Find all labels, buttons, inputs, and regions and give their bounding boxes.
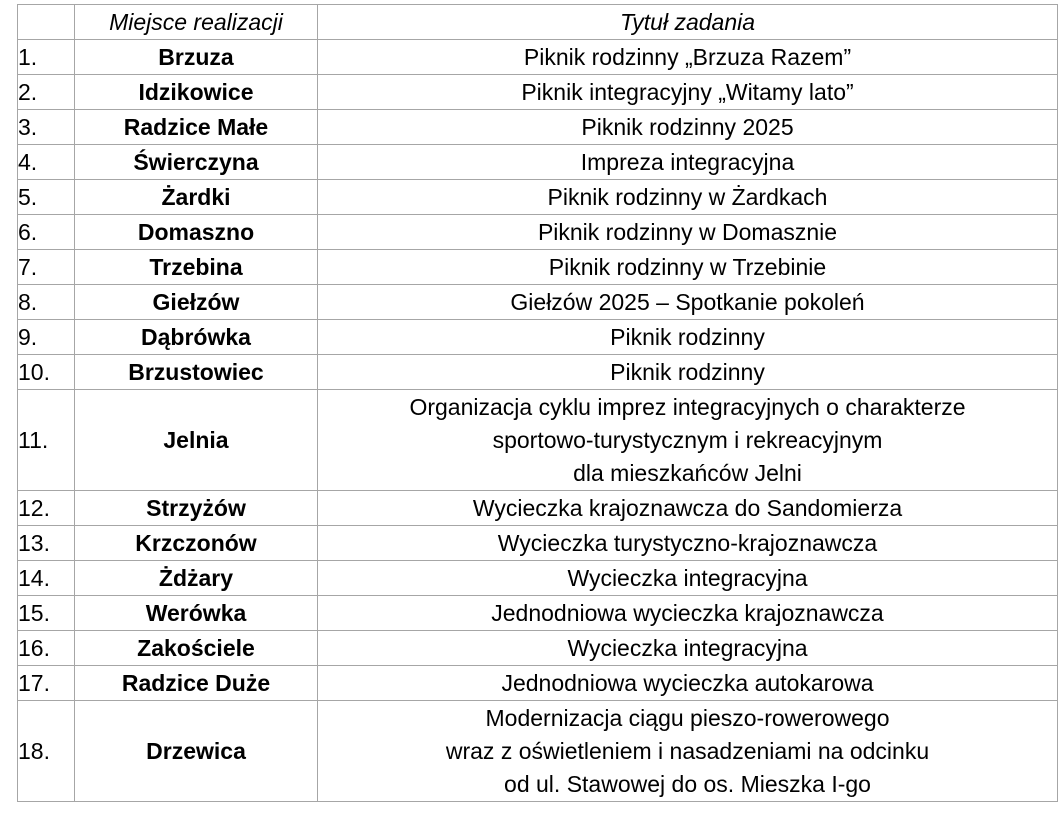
table-row xyxy=(18,390,1058,491)
table-body xyxy=(18,40,1058,802)
row-title-line: Modernizacja ciągu pieszo-rowerowego xyxy=(485,704,890,731)
row-title-line: Jednodniowa wycieczka autokarowa xyxy=(501,669,874,696)
row-place: Brzustowiec xyxy=(75,355,318,390)
row-number: 2. xyxy=(18,75,75,110)
table-row xyxy=(18,145,1058,180)
row-title xyxy=(318,631,1058,666)
table-row xyxy=(18,285,1058,320)
row-number: 9. xyxy=(18,320,75,355)
row-title xyxy=(318,180,1058,215)
header-number xyxy=(18,5,75,40)
row-place: Drzewica xyxy=(75,701,318,802)
row-title xyxy=(318,285,1058,320)
row-title-line: Organizacja cyklu imprez integracyjnych o charakterze xyxy=(409,393,966,420)
row-place: Radzice Małe xyxy=(75,110,318,145)
row-place: Brzuza xyxy=(75,40,318,75)
row-place: Strzyżów xyxy=(75,491,318,526)
row-place: Jelnia xyxy=(75,390,318,491)
table-row xyxy=(18,180,1058,215)
table-header xyxy=(18,5,1058,40)
table-row xyxy=(18,75,1058,110)
row-title xyxy=(318,355,1058,390)
row-title xyxy=(318,320,1058,355)
row-place: Domaszno xyxy=(75,215,318,250)
row-place: Werówka xyxy=(75,596,318,631)
table-row xyxy=(18,596,1058,631)
row-title-line: Piknik rodzinny w Żardkach xyxy=(547,183,828,210)
row-title-line: Wycieczka krajoznawcza do Sandomierza xyxy=(472,494,903,521)
row-title-line: Wycieczka integracyjna xyxy=(567,634,808,661)
row-title-line: Piknik rodzinny xyxy=(610,323,765,350)
row-place: Dąbrówka xyxy=(75,320,318,355)
row-place: Krzczonów xyxy=(75,526,318,561)
row-title xyxy=(318,561,1058,596)
row-number: 13. xyxy=(18,526,75,561)
row-number: 17. xyxy=(18,666,75,701)
row-number: 7. xyxy=(18,250,75,285)
row-title-line: Jednodniowa wycieczka krajoznawcza xyxy=(491,599,884,626)
row-place: Giełzów xyxy=(75,285,318,320)
row-place: Trzebina xyxy=(75,250,318,285)
table-row xyxy=(18,526,1058,561)
row-title xyxy=(318,701,1058,802)
row-title xyxy=(318,250,1058,285)
row-place: Żardki xyxy=(75,180,318,215)
tasks-table xyxy=(17,4,1058,802)
table-row xyxy=(18,250,1058,285)
row-number: 18. xyxy=(18,701,75,802)
row-number: 8. xyxy=(18,285,75,320)
row-title-line: Piknik rodzinny „Brzuza Razem” xyxy=(523,43,852,70)
row-title-line: Piknik rodzinny xyxy=(610,358,765,385)
row-number: 4. xyxy=(18,145,75,180)
table-row xyxy=(18,491,1058,526)
row-title-line: od ul. Stawowej do os. Mieszka I-go xyxy=(504,770,871,797)
row-number: 16. xyxy=(18,631,75,666)
row-title-line: Wycieczka integracyjna xyxy=(567,564,808,591)
table-row xyxy=(18,40,1058,75)
row-place: Zakościele xyxy=(75,631,318,666)
row-title-line: Giełzów 2025 – Spotkanie pokoleń xyxy=(510,288,865,315)
row-number: 14. xyxy=(18,561,75,596)
row-number: 12. xyxy=(18,491,75,526)
row-title xyxy=(318,110,1058,145)
row-number: 5. xyxy=(18,180,75,215)
row-title xyxy=(318,75,1058,110)
row-title xyxy=(318,390,1058,491)
table-row xyxy=(18,320,1058,355)
row-number: 6. xyxy=(18,215,75,250)
row-number: 15. xyxy=(18,596,75,631)
row-number: 3. xyxy=(18,110,75,145)
table-row xyxy=(18,701,1058,802)
row-place: Żdżary xyxy=(75,561,318,596)
table-row xyxy=(18,631,1058,666)
header-row xyxy=(18,5,1058,40)
row-title-line: Impreza integracyjna xyxy=(580,148,795,175)
row-title-line: Piknik integracyjny „Witamy lato” xyxy=(521,78,854,105)
row-title xyxy=(318,491,1058,526)
row-number: 10. xyxy=(18,355,75,390)
row-title xyxy=(318,215,1058,250)
header-title: Tytuł zadania xyxy=(318,5,1058,40)
table-row xyxy=(18,355,1058,390)
row-place: Świerczyna xyxy=(75,145,318,180)
table-row xyxy=(18,666,1058,701)
row-title-line: sportowo-turystycznym i rekreacyjnym xyxy=(492,426,883,453)
row-number: 11. xyxy=(18,390,75,491)
row-title xyxy=(318,596,1058,631)
row-title xyxy=(318,40,1058,75)
row-title-line: Piknik rodzinny w Trzebinie xyxy=(548,253,827,280)
row-title xyxy=(318,145,1058,180)
table-row xyxy=(18,561,1058,596)
table-row xyxy=(18,215,1058,250)
table-row xyxy=(18,110,1058,145)
header-place: Miejsce realizacji xyxy=(75,5,318,40)
row-title-line: Piknik rodzinny 2025 xyxy=(581,113,794,140)
row-title-line: wraz z oświetleniem i nasadzeniami na odcinku xyxy=(445,737,930,764)
row-number: 1. xyxy=(18,40,75,75)
row-title-line: Wycieczka turystyczno-krajoznawcza xyxy=(497,529,878,556)
row-title xyxy=(318,666,1058,701)
row-place: Radzice Duże xyxy=(75,666,318,701)
row-title-line: Piknik rodzinny w Domasznie xyxy=(537,218,838,245)
row-place: Idzikowice xyxy=(75,75,318,110)
row-title xyxy=(318,526,1058,561)
row-title-line: dla mieszkańców Jelni xyxy=(573,459,802,486)
